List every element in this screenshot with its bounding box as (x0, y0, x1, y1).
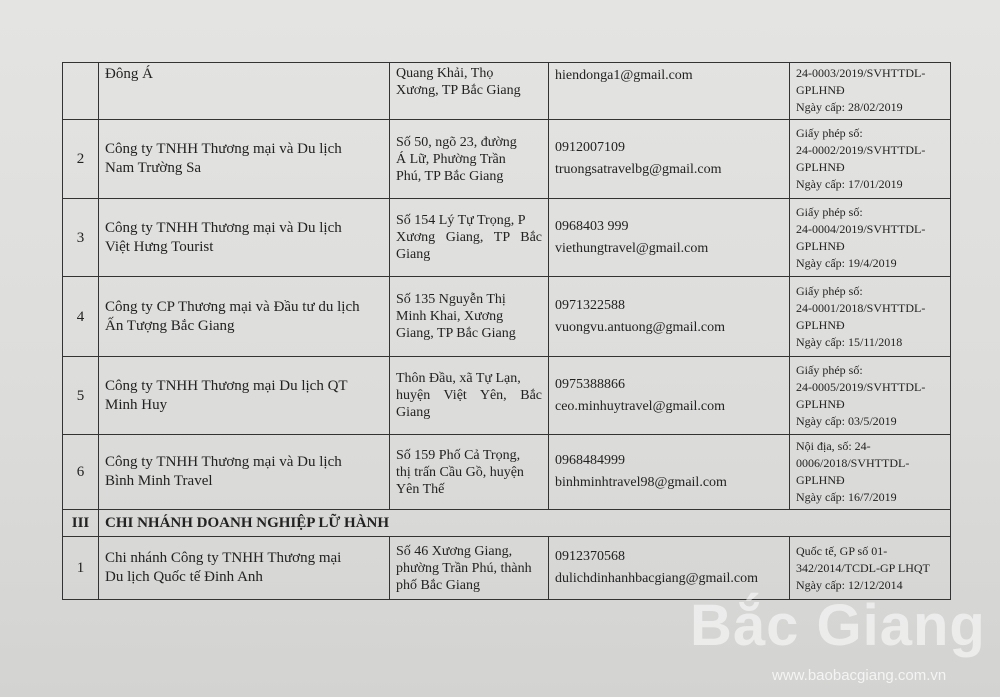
company-name-line: Công ty TNHH Thương mại và Du lịch (105, 219, 342, 236)
license-info-line: 24-0001/2018/SVHTTDL- (796, 300, 926, 315)
email-address: truongsatravelbg@gmail.com (555, 162, 722, 177)
company-name (99, 120, 390, 199)
company-address-line: Minh Khai, Xương (396, 309, 504, 324)
table-row (63, 63, 951, 120)
company-name-line: Công ty TNHH Thương mại và Du lịch (105, 454, 342, 470)
company-address (390, 120, 549, 199)
company-name (99, 537, 390, 600)
license-info-line: 0006/2018/SVHTTDL- (796, 456, 910, 470)
license-info-line: Quốc tế, GP số 01- (796, 543, 888, 558)
company-address (390, 435, 549, 510)
travel-company-table (62, 62, 951, 600)
table-row (63, 357, 951, 435)
license-info (790, 63, 951, 120)
company-contact (549, 199, 790, 277)
row-number: 5 (63, 357, 99, 435)
license-info (790, 357, 951, 435)
table-row (63, 199, 951, 277)
license-info (790, 199, 951, 277)
license-info-line: Nội địa, số: 24- (796, 439, 871, 453)
license-info-line: Giấy phép số: (796, 362, 863, 377)
section-title: CHI NHÁNH DOANH NGHIỆP LỮ HÀNH (99, 510, 951, 537)
license-info-line: Ngày cấp: 15/11/2018 (796, 334, 903, 349)
license-info-line: GPLHNĐ (796, 317, 845, 332)
license-info-line: GPLHNĐ (796, 83, 845, 97)
company-name-line: Công ty TNHH Thương mại Du lịch QT (105, 377, 348, 394)
license-info-line: 24-0002/2019/SVHTTDL- (796, 143, 926, 157)
company-name-line: Ấn Tượng Bắc Giang (105, 317, 235, 334)
table-row (63, 537, 951, 600)
watermark-brand: Bắc Giang (690, 593, 986, 658)
company-name-line: Nam Trường Sa (105, 160, 202, 176)
license-info-line: GPLHNĐ (796, 473, 845, 487)
company-address-line: huyện Việt Yên, Bắc Giang (396, 388, 542, 420)
license-info-line: 24-0004/2019/SVHTTDL- (796, 221, 926, 236)
row-number (63, 63, 99, 120)
phone-number: 0971322588 (555, 297, 625, 313)
company-name (99, 435, 390, 510)
company-address-line: Số 50, ngõ 23, đường (396, 134, 517, 150)
license-info-line: 342/2014/TCDL-GP LHQT (796, 560, 930, 575)
company-contact (549, 277, 790, 357)
email-address: ceo.minhuytravel@gmail.com (555, 398, 725, 414)
email-address: vuongvu.antuong@gmail.com (555, 319, 725, 335)
company-contact (549, 120, 790, 199)
row-number: 4 (63, 277, 99, 357)
row-number: 2 (63, 120, 99, 199)
company-name (99, 357, 390, 435)
email-address: hiendonga1@gmail.com (555, 68, 693, 83)
license-info (790, 537, 951, 600)
phone-number: 0975388866 (555, 376, 625, 392)
license-info-line: Ngày cấp: 19/4/2019 (796, 255, 897, 270)
section-number: III (63, 510, 99, 537)
phone-number: 0912007109 (555, 140, 625, 155)
company-name (99, 63, 390, 120)
license-info-line: 24-0005/2019/SVHTTDL- (796, 379, 926, 394)
company-address-line: Á Lữ, Phường Trần (396, 151, 506, 167)
watermark-url: www.baobacgiang.com.vn (772, 667, 947, 684)
license-info-line: Giấy phép số: (796, 126, 863, 140)
phone-number: 0968403 999 (555, 218, 629, 234)
company-name-line: Chi nhánh Công ty TNHH Thương mại (105, 550, 342, 566)
company-name-line: Du lịch Quốc tế Đinh Anh (105, 569, 263, 585)
company-contact (549, 537, 790, 600)
company-address-line: Số 135 Nguyễn Thị (396, 292, 506, 307)
company-address (390, 357, 549, 435)
license-info-line: 24-0003/2019/SVHTTDL- (796, 66, 926, 80)
phone-number: 0912370568 (555, 549, 625, 564)
license-info-line: Ngày cấp: 03/5/2019 (796, 413, 897, 428)
section-header-row (63, 510, 951, 537)
company-address-line: Xương Giang, TP Bắc Giang (396, 230, 542, 262)
license-info-line: GPLHNĐ (796, 160, 845, 174)
email-address: viethungtravel@gmail.com (555, 240, 709, 256)
company-address-line: Thôn Đầu, xã Tự Lạn, (396, 371, 521, 386)
company-address (390, 63, 549, 120)
table-row (63, 435, 951, 510)
row-number: 3 (63, 199, 99, 277)
table-row (63, 120, 951, 199)
email-address: dulichdinhanhbacgiang@gmail.com (555, 571, 759, 586)
company-name-line: Việt Hưng Tourist (105, 238, 214, 255)
company-address-line: Xương, TP Bắc Giang (396, 83, 521, 98)
company-address-line: Số 159 Phố Cả Trọng, (396, 447, 521, 463)
company-name (99, 277, 390, 357)
license-info-line: Giấy phép số: (796, 204, 863, 219)
license-info-line: Ngày cấp: 12/12/2014 (796, 577, 903, 592)
company-name-line: Công ty CP Thương mại và Đầu tư du lịch (105, 298, 360, 315)
company-contact (549, 357, 790, 435)
phone-number: 0968484999 (555, 453, 625, 468)
table-row (63, 277, 951, 357)
company-name-line: Bình Minh Travel (105, 473, 213, 489)
company-address-line: phường Trần Phú, thành (396, 560, 532, 576)
company-name-line: Minh Huy (105, 396, 168, 413)
row-number: 6 (63, 435, 99, 510)
license-info (790, 435, 951, 510)
company-address-line: Phú, TP Bắc Giang (396, 168, 504, 184)
license-info (790, 277, 951, 357)
license-info-line: Ngày cấp: 17/01/2019 (796, 177, 903, 191)
row-number: 1 (63, 537, 99, 600)
company-address-line: Số 154 Lý Tự Trọng, P (396, 213, 526, 228)
license-info-line: GPLHNĐ (796, 396, 845, 411)
company-address (390, 199, 549, 277)
license-info-line: GPLHNĐ (796, 238, 845, 253)
license-info-line: Ngày cấp: 16/7/2019 (796, 490, 897, 504)
company-contact (549, 435, 790, 510)
company-name (99, 199, 390, 277)
company-address (390, 537, 549, 600)
license-info (790, 120, 951, 199)
license-info-line: Giấy phép số: (796, 283, 863, 298)
company-address-line: Quang Khải, Thọ (396, 66, 494, 81)
company-name-line: Công ty TNHH Thương mại và Du lịch (105, 141, 342, 157)
company-name-line: Đông Á (105, 66, 153, 82)
company-address-line: phố Bắc Giang (396, 577, 480, 593)
company-address (390, 277, 549, 357)
company-address-line: Yên Thế (396, 481, 445, 497)
company-address-line: Giang, TP Bắc Giang (396, 326, 516, 341)
license-info-line: Ngày cấp: 28/02/2019 (796, 100, 903, 114)
company-address-line: Số 46 Xương Giang, (396, 543, 513, 559)
email-address: binhminhtravel98@gmail.com (555, 475, 727, 490)
company-contact (549, 63, 790, 120)
company-address-line: thị trấn Cầu Gồ, huyện (396, 464, 524, 480)
